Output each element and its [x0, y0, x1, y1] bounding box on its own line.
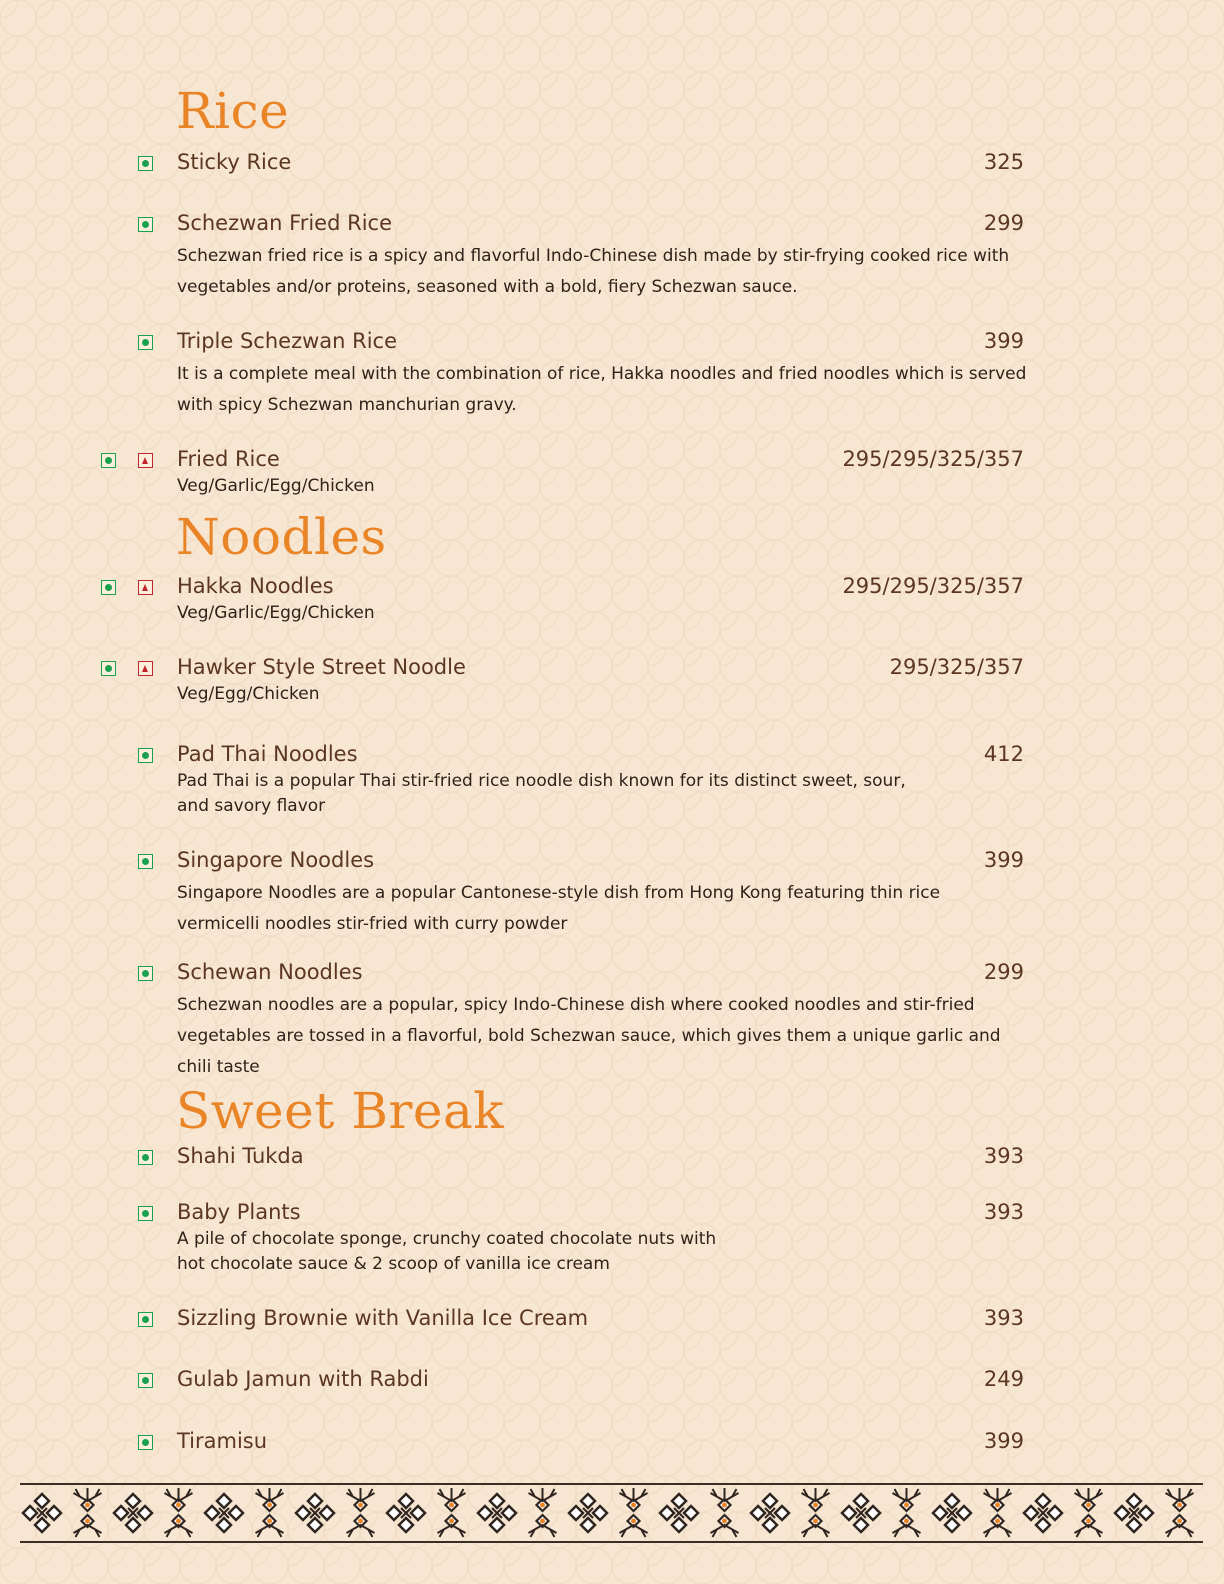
item-description: It is a complete meal with the combination of rice, Hakka noodles and fried noodles which is served with spicy Schezwan manchurian gravy. [177, 364, 1027, 415]
item-name: Hawker Style Street Noodle [177, 655, 466, 679]
item-description [177, 769, 1027, 819]
item-price: 393 [983, 1200, 1024, 1224]
item-description: Schezwan noodles are a popular, spicy Indo-Chinese dish where cooked noodles and stir-fried vegetables are tossed in a flavorful, bold Schezwan sauce, which gives them a unique garlic and chili taste [177, 995, 1001, 1077]
veg-marker-icon [138, 335, 153, 350]
non-veg-marker-icon [138, 453, 153, 468]
diamond-cluster-motif [1115, 1494, 1153, 1532]
diamond-cluster-motif [1024, 1494, 1062, 1532]
item-name: Triple Schezwan Rice [177, 329, 398, 353]
veg-marker-icon [101, 661, 116, 676]
item-name: Pad Thai Noodles [177, 742, 358, 766]
item-price: 295/295/325/357 [842, 574, 1024, 598]
item-price: 393 [983, 1306, 1024, 1330]
hourglass-figure-motif [711, 1488, 739, 1537]
veg-marker-icon [138, 156, 153, 171]
item-price: 295/325/357 [889, 655, 1024, 679]
veg-marker-icon [138, 1435, 153, 1450]
veg-marker-icon [138, 1206, 153, 1221]
hourglass-figure-motif [1166, 1488, 1194, 1537]
diamond-cluster-motif [478, 1494, 516, 1532]
hourglass-figure-motif [620, 1488, 648, 1537]
hourglass-figure-motif [438, 1488, 466, 1537]
hourglass-figure-motif [347, 1488, 375, 1537]
diamond-cluster-motif [660, 1494, 698, 1532]
item-description-line: and savory flavor [177, 796, 326, 816]
veg-marker-icon [138, 1373, 153, 1388]
section-title-rice: Rice [176, 82, 290, 140]
item-variants: Veg/Garlic/Egg/Chicken [177, 603, 375, 623]
item-description: Singapore Noodles are a popular Cantonese-style dish from Hong Kong featuring thin rice vermicelli noodles stir-fried with curry powder [177, 883, 941, 934]
veg-marker-icon [138, 966, 153, 981]
item-description-line: hot chocolate sauce & 2 scoop of vanilla ice cream [177, 1254, 610, 1274]
non-veg-marker-icon [138, 661, 153, 676]
item-name: Schezwan Fried Rice [177, 211, 392, 235]
veg-marker-icon [101, 580, 116, 595]
hourglass-figure-motif [802, 1488, 830, 1537]
item-variants: Veg/Egg/Chicken [177, 684, 320, 704]
veg-marker-icon [138, 217, 153, 232]
hourglass-figure-motif [256, 1488, 284, 1537]
section-title-sweet-break: Sweet Break [176, 1082, 505, 1140]
diamond-cluster-motif [933, 1494, 971, 1532]
item-name: Schewan Noodles [177, 960, 363, 984]
item-price: 399 [983, 848, 1024, 872]
item-description [177, 1227, 1027, 1277]
diamond-cluster-motif [114, 1494, 152, 1532]
decorative-border [20, 1483, 1203, 1543]
hourglass-figure-motif [893, 1488, 921, 1537]
item-description-line: A pile of chocolate sponge, crunchy coated chocolate nuts with [177, 1229, 717, 1249]
diamond-cluster-motif [842, 1494, 880, 1532]
item-description: Schezwan fried rice is a spicy and flavorful Indo-Chinese dish made by stir-frying cooked rice with vegetables and/or proteins, seasoned with a bold, fiery Schezwan sauce. [177, 246, 1010, 297]
item-name: Singapore Noodles [177, 848, 375, 872]
item-price: 399 [983, 329, 1024, 353]
tribal-pattern-icon [20, 1485, 1203, 1541]
item-price: 299 [983, 211, 1024, 235]
item-price: 412 [983, 742, 1024, 766]
veg-marker-icon [138, 1312, 153, 1327]
veg-marker-icon [138, 854, 153, 869]
hourglass-figure-motif [165, 1488, 193, 1537]
item-price: 295/295/325/357 [842, 447, 1024, 471]
diamond-cluster-motif [569, 1494, 607, 1532]
item-price: 299 [983, 960, 1024, 984]
item-name: Sticky Rice [177, 150, 292, 174]
section-title-noodles: Noodles [176, 508, 387, 566]
hourglass-figure-motif [74, 1488, 102, 1537]
item-description-line: Pad Thai is a popular Thai stir-fried rice noodle dish known for its distinct sweet, sour, [177, 771, 906, 791]
non-veg-marker-icon [138, 580, 153, 595]
item-name: Baby Plants [177, 1200, 301, 1224]
item-name: Hakka Noodles [177, 574, 334, 598]
item-price: 249 [983, 1367, 1024, 1391]
hourglass-figure-motif [529, 1488, 557, 1537]
hourglass-figure-motif [984, 1488, 1012, 1537]
diamond-cluster-motif [23, 1494, 61, 1532]
veg-marker-icon [138, 1150, 153, 1165]
item-name: Shahi Tukda [177, 1144, 304, 1168]
item-name: Sizzling Brownie with Vanilla Ice Cream [177, 1306, 589, 1330]
item-price: 325 [983, 150, 1024, 174]
item-price: 399 [983, 1429, 1024, 1453]
diamond-cluster-motif [205, 1494, 243, 1532]
item-name: Gulab Jamun with Rabdi [177, 1367, 429, 1391]
veg-marker-icon [138, 748, 153, 763]
hourglass-figure-motif [1075, 1488, 1103, 1537]
veg-marker-icon [101, 453, 116, 468]
diamond-cluster-motif [751, 1494, 789, 1532]
item-variants: Veg/Garlic/Egg/Chicken [177, 476, 375, 496]
diamond-cluster-motif [387, 1494, 425, 1532]
item-name: Fried Rice [177, 447, 280, 471]
diamond-cluster-motif [296, 1494, 334, 1532]
item-price: 393 [983, 1144, 1024, 1168]
item-name: Tiramisu [177, 1429, 268, 1453]
